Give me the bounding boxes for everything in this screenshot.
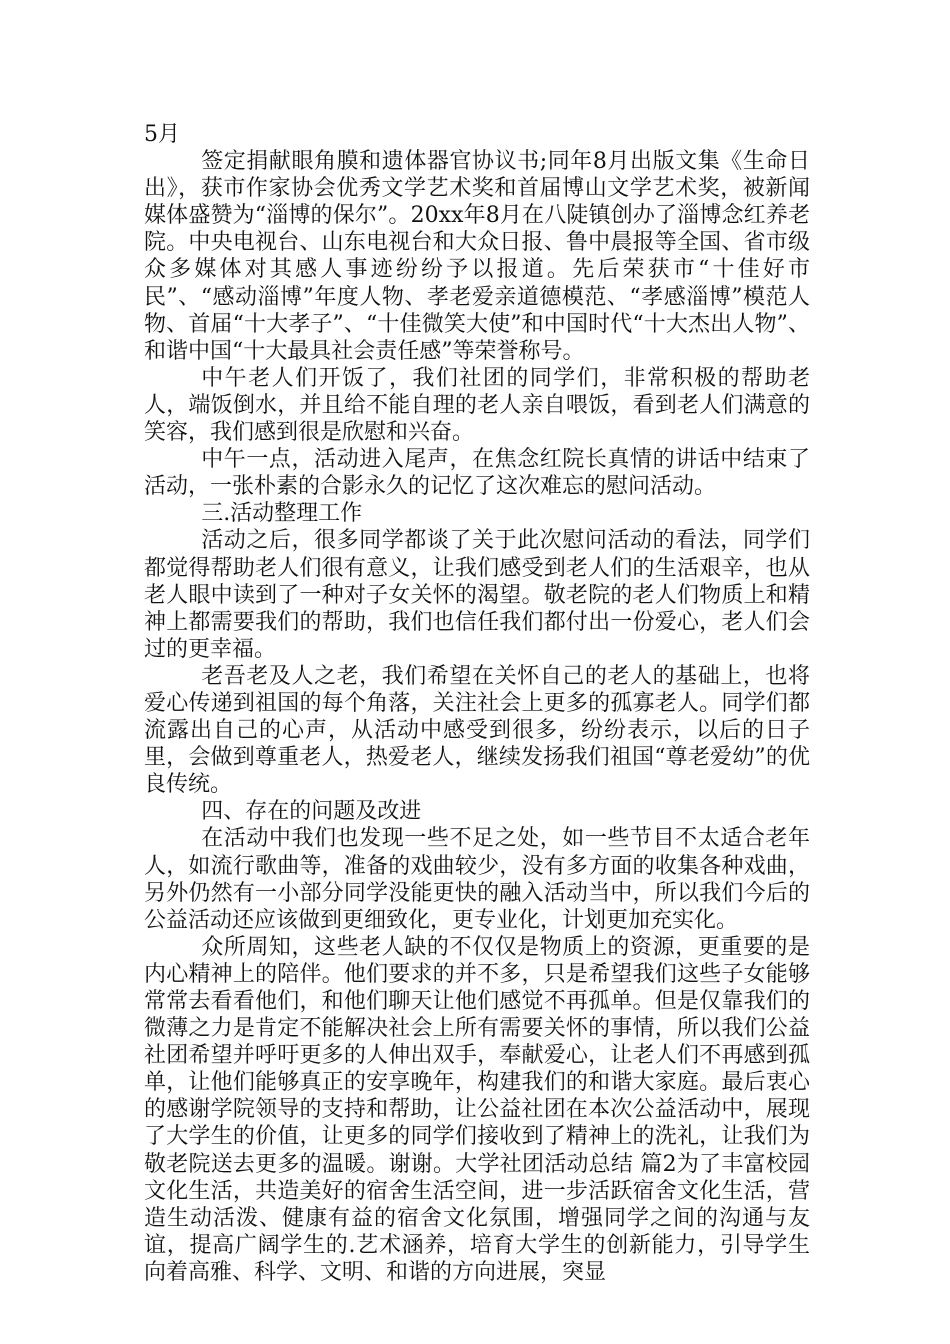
paragraph: 活动之后，很多同学都谈了关于此次慰问活动的看法，同学们都觉得帮助老人们很有意义，让我们感受到老人们的生活艰辛，也从老人眼中读到了一种对子女关怀的渴望。敬老院的老人们物质上和精神上都需要我们的帮助，我们也信任我们都付出一份爱心，老人们会过的更幸福。	[144, 528, 810, 662]
document-body	[144, 121, 810, 1286]
paragraph: 中午一点，活动进入尾声，在焦念红院长真情的讲话中结束了活动，一张朴素的合影永久的记忆了这次难忘的慰问活动。	[144, 447, 810, 500]
section-heading: 四、存在的问题及改进	[201, 799, 422, 825]
paragraph: 在活动中我们也发现一些不足之处，如一些节目不太适合老年人，如流行歌曲等，准备的戏曲较少，没有多方面的收集各种戏曲，另外仍然有一小部分同学没能更快的融入活动当中，所以我们今后的公益活动还应该做到更细致化，更专业化，计划更加充实化。	[144, 826, 810, 933]
section-heading: 三.活动整理工作	[201, 501, 363, 527]
paragraph: 签定捐献眼角膜和遗体器官协议书;同年8月出版文集《生命日出》，获市作家协会优秀文学艺术奖和首届博山文学艺术奖，被新闻媒体盛赞为“淄博的保尔”。20xx年8月在八陡镇创办了淄博念红养老院。中央电视台、山东电视台和大众日报、鲁中晨报等全国、省市级众多媒体对其感人事迹纷纷予以报道。先后荣获市“十佳好市民”、“感动淄博”年度人物、孝老爱亲道德模范、“孝感淄博”模范人物、首届“十大孝子”、“十佳微笑大使”和中国时代“十大杰出人物”、和谐中国“十大最具社会责任感”等荣誉称号。	[144, 149, 810, 364]
paragraph: 老吾老及人之老，我们希望在关怀自己的老人的基础上，也将爱心传递到祖国的每个角落，关注社会上更多的孤寡老人。同学们都流露出自己的心声，从活动中感受到很多，纷纷表示，以后的日子里，会做到尊重老人，热爱老人，继续发扬我们祖国“尊老爱幼”的优良传统。	[144, 663, 810, 798]
paragraph-date: 5月	[144, 122, 180, 147]
paragraph: 中午老人们开饭了，我们社团的同学们，非常积极的帮助老人，端饭倒水，并且给不能自理的老人亲自喂饭，看到老人们满意的笑容，我们感到很是欣慰和兴奋。	[144, 365, 810, 446]
paragraph: 众所周知，这些老人缺的不仅仅是物质上的资源，更重要的是内心精神上的陪伴。他们要求的并不多，只是希望我们这些子女能够常常去看看他们，和他们聊天让他们感觉不再孤单。但是仅靠我们的微薄之力是肯定不能解决社会上所有需要关怀的事情，所以我们公益社团希望并呼吁更多的人伸出双手，奉献爱心，让老人们不再感到孤单，让他们能够真正的安享晚年，构建我们的和谐大家庭。最后衷心的感谢学院领导的支持和帮助，让公益社团在本次公益活动中，展现了大学生的价值，让更多的同学们接收到了精神上的洗礼，让我们为敬老院送去更多的温暖。谢谢。大学社团活动总结 篇2为了丰富校园文化生活，共造美好的宿舍生活空间，进一步活跃宿舍文化生活，营造生动活泼、健康有益的宿舍文化氛围，增强同学之间的沟通与友谊，提高广阔学生的.艺术涵养，培育大学生的创新能力，引导学生向着高雅、科学、文明、和谐的方向进展，突显	[144, 934, 810, 1285]
